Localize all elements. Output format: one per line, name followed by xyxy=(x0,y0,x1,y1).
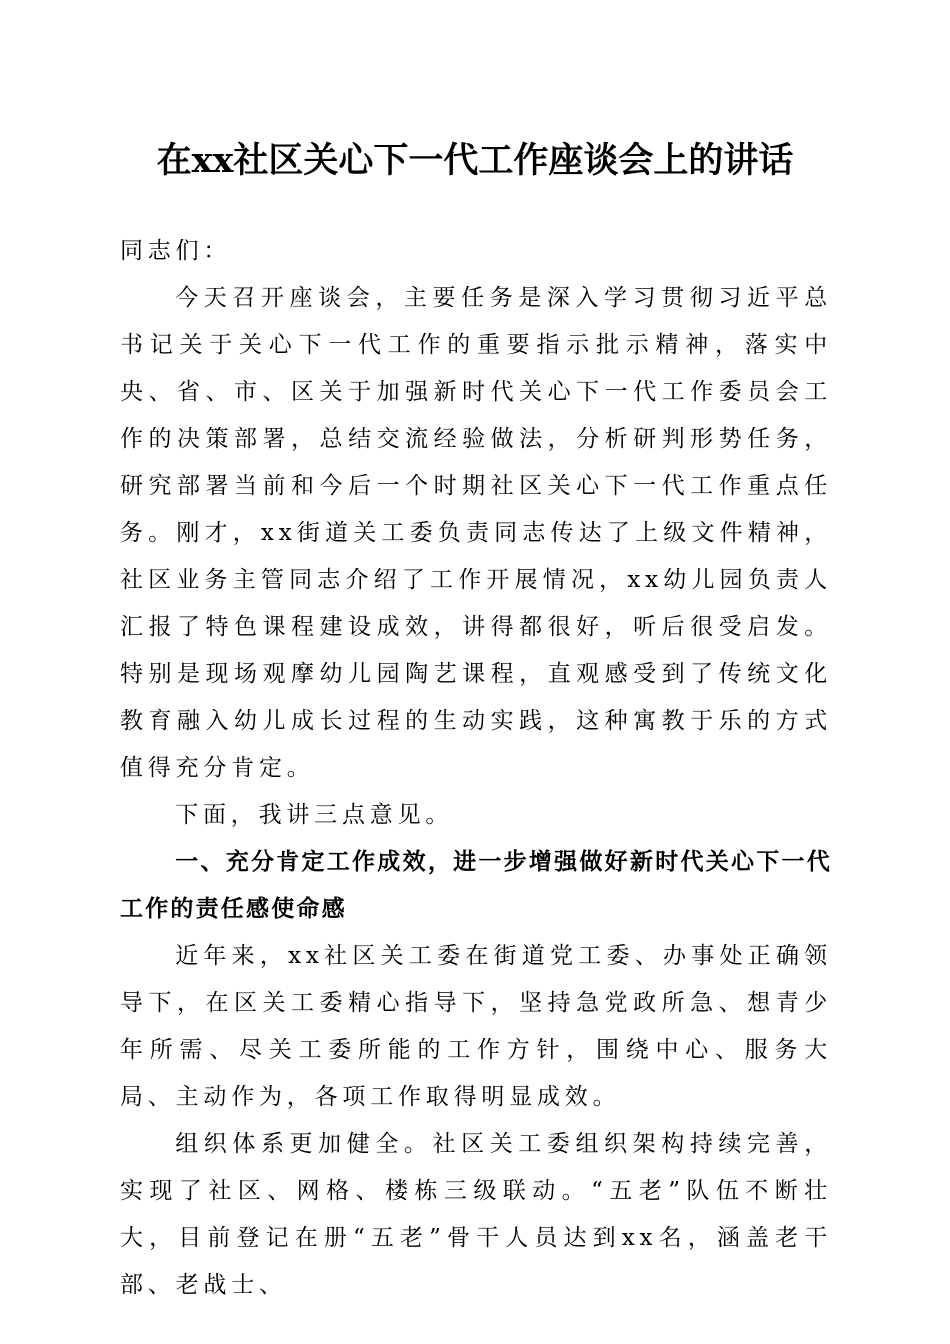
section-heading: 一、充分肯定工作成效，进一步增强做好新时代关心下一代工作的责任感使命感 xyxy=(120,849,832,922)
paragraph-transition: 下面，我讲三点意见。 xyxy=(175,802,454,828)
document-title: 在xx社区关心下一代工作座谈会上的讲话 xyxy=(156,140,794,181)
paragraph-achievements: 近年来，xx社区关工委在街道党工委、办事处正确领导下，在区关工委精心指导下，坚持急党政所急、想青少年所需、尽关工委所能的工作方针，围绕中心、服务大局、主动作为，各项工作取得明显成效。 xyxy=(120,943,832,1110)
document-body xyxy=(120,228,832,1309)
paragraph-opening: 今天召开座谈会，主要任务是深入学习贯彻习近平总书记关于关心下一代工作的重要指示批示精神，落实中央、省、市、区关于加强新时代关心下一代工作委员会工作的决策部署，总结交流经验做法，分析研判形势任务，研究部署当前和今后一个时期社区关心下一代工作重点任务。刚才，xx街道关工委负责同志传达了上级文件精神，社区业务主管同志介绍了工作开展情况，xx幼儿园负责人汇报了特色课程建设成效，讲得都很好，听后很受启发。特别是现场观摩幼儿园陶艺课程，直观感受到了传统文化教育融入幼儿成长过程的生动实践，这种寓教于乐的方式值得充分肯定。 xyxy=(120,285,832,781)
paragraph-organization: 组织体系更加健全。社区关工委组织架构持续完善，实现了社区、网格、楼栋三级联动。“五老”队伍不断壮大，目前登记在册“五老”骨干人员达到xx名，涵盖老干部、老战士、 xyxy=(120,1131,832,1298)
salutation: 同志们： xyxy=(120,238,232,264)
